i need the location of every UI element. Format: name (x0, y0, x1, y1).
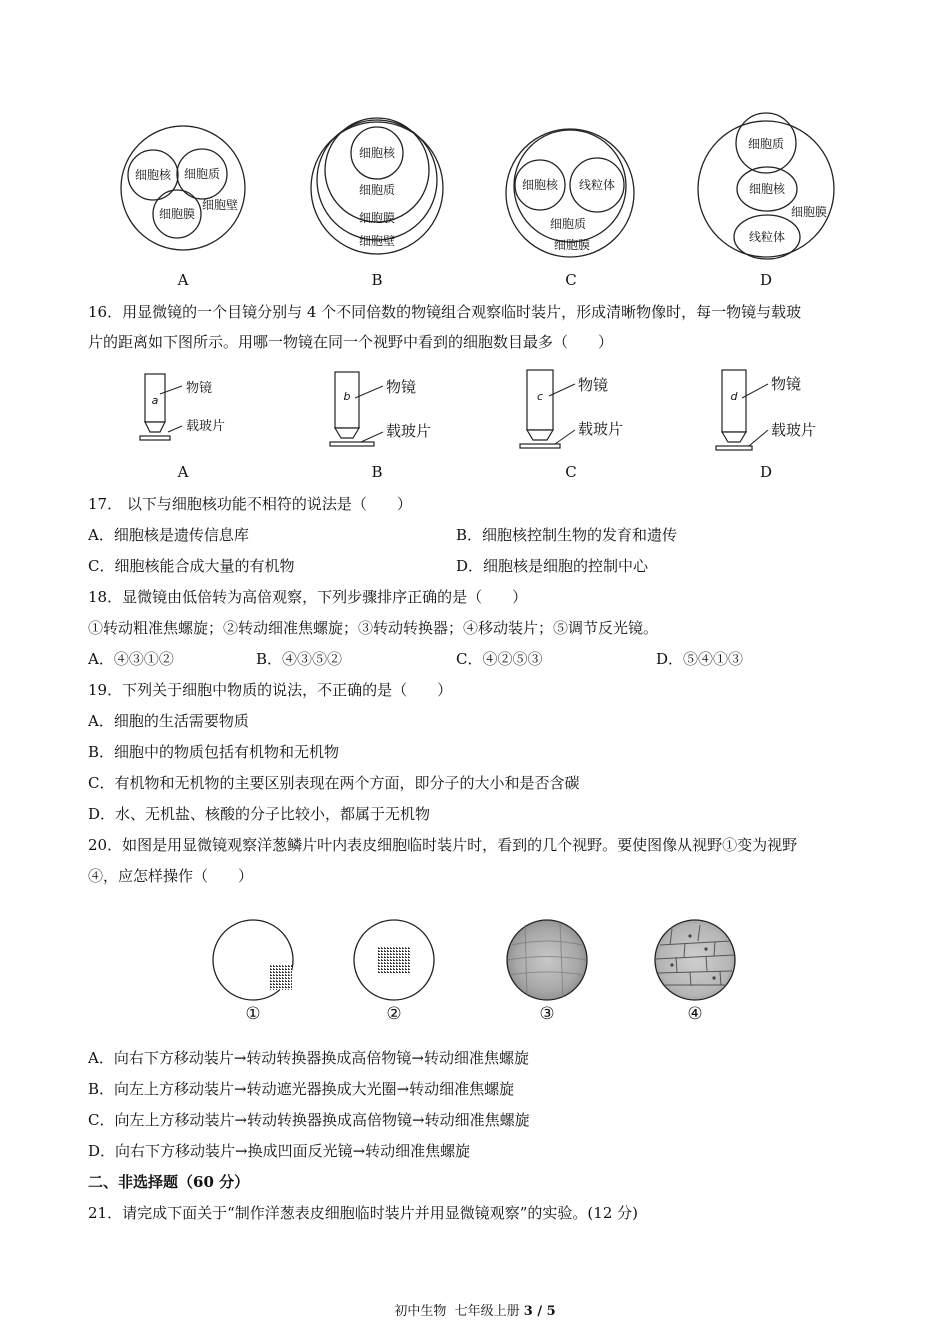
q15-label-a: A (177, 271, 189, 289)
q20-stem-line2: ④，应怎样操作（ ） (88, 867, 254, 885)
q18-option-c: C．④②⑤③ (456, 650, 543, 668)
q17-option-b: B．细胞核控制生物的发育和遗传 (456, 526, 678, 544)
q18-option-d: D．⑤④①③ (656, 650, 744, 668)
q16d-objective: 物镜 (771, 375, 802, 393)
q20-stem-line1: 20．如图是用显微镜观察洋葱鳞片叶内表皮细胞临时装片时，看到的几个视野。要使图像从视野①变为视野 (88, 836, 798, 854)
q16a-objective: 物镜 (186, 381, 213, 396)
q21-stem: 21．请完成下面关于“制作洋葱表皮细胞临时装片并用显微镜观察”的实验。(12 分) (88, 1204, 638, 1222)
q15c-cytoplasm: 细胞质 (549, 217, 587, 231)
q16c-slide: 载玻片 (578, 420, 624, 438)
q19-stem: 19．下列关于细胞中物质的说法，不正确的是（ ） (88, 681, 453, 699)
q20-option-b: B．向左上方移动装片→转动遮光器换成大光圈→转动细准焦螺旋 (88, 1080, 515, 1098)
footer-subject: 初中生物 (394, 1304, 447, 1319)
q16-stem-line2: 片的距离如下图所示。用哪一物镜在同一个视野中看到的细胞数目最多（ ） (88, 333, 614, 351)
q15c-nucleus: 细胞核 (521, 178, 559, 192)
q15a-cytoplasm: 细胞质 (183, 167, 221, 181)
q18-steps: ①转动粗准焦螺旋；②转动细准焦螺旋；③转动转换器；④移动装片；⑤调节反光镜。 (88, 619, 659, 637)
q19-option-c: C．有机物和无机物的主要区别表现在两个方面，即分子的大小和是否含碳 (88, 774, 580, 792)
q19-option-d: D．水、无机盐、核酸的分子比较小，都属于无机物 (88, 805, 431, 823)
q15-label-b: B (371, 271, 383, 289)
q15d-mito: 线粒体 (748, 230, 786, 244)
q16b-slide: 载玻片 (386, 422, 432, 440)
q15b-membrane: 细胞膜 (358, 211, 396, 225)
q15d-membrane: 细胞膜 (790, 205, 828, 219)
q20-option-d: D．向右下方移动装片→换成凹面反光镜→转动细准焦螺旋 (88, 1142, 471, 1160)
q18-option-a: A．④③①② (88, 650, 174, 668)
q19-option-b: B．细胞中的物质包括有机物和无机物 (88, 743, 340, 761)
q20-field-3-label: ③ (539, 1004, 555, 1024)
q19-option-a: A．细胞的生活需要物质 (88, 712, 249, 730)
q17-option-c: C．细胞核能合成大量的有机物 (88, 557, 295, 575)
q16c-objective: 物镜 (578, 376, 609, 394)
q17-stem: 17． 以下与细胞核功能不相符的说法是（ ） (88, 495, 412, 513)
q16-label-d: D (759, 463, 773, 481)
q16a-slide: 载玻片 (186, 419, 226, 434)
q16-label-b: B (371, 463, 383, 481)
q17-option-d: D．细胞核是细胞的控制中心 (456, 557, 649, 575)
q16-letter-c: c (536, 390, 544, 403)
q15c-mito: 线粒体 (578, 178, 616, 192)
q15b-wall: 细胞壁 (358, 234, 396, 248)
q20-field-1-label: ① (245, 1004, 261, 1024)
q16-label-c: C (565, 463, 577, 481)
q20-field-2-label: ② (386, 1004, 402, 1024)
q16-letter-d: d (730, 390, 738, 403)
q17-option-a: A．细胞核是遗传信息库 (88, 526, 249, 544)
q16d-slide: 载玻片 (771, 421, 817, 439)
q15d-cytoplasm: 细胞质 (747, 137, 785, 151)
q15a-membrane: 细胞膜 (158, 207, 196, 221)
q18-option-b: B．④③⑤② (256, 650, 343, 668)
page-footer (0, 1300, 950, 1319)
q18-stem: 18．显微镜由低倍转为高倍观察，下列步骤排序正确的是（ ） (88, 588, 528, 606)
q16b-objective: 物镜 (386, 378, 417, 396)
q15-label-d: D (759, 271, 773, 289)
q15c-membrane: 细胞膜 (553, 238, 591, 252)
q16-stem-line1: 16．用显微镜的一个目镜分别与 4 个不同倍数的物镜组合观察临时装片，形成清晰物像时，每一物镜与载玻 (88, 303, 802, 321)
q16-objective-diagrams (0, 360, 950, 460)
q20-option-a: A．向右下方移动装片→转动转换器换成高倍物镜→转动细准焦螺旋 (88, 1049, 529, 1067)
q16-letter-b: b (343, 390, 351, 403)
footer-grade: 七年级上册 (454, 1304, 520, 1319)
q15a-wall: 细胞壁 (201, 198, 239, 212)
q20-field-4-label: ④ (687, 1004, 703, 1024)
q15d-nucleus: 细胞核 (748, 182, 786, 196)
footer-page-number: 3 / 5 (523, 1304, 556, 1319)
q20-view-fields (0, 915, 950, 1035)
q15-diagrams (0, 0, 950, 270)
q15-label-c: C (565, 271, 577, 289)
q15a-nucleus: 细胞核 (134, 168, 172, 182)
q15b-cytoplasm: 细胞质 (358, 183, 396, 197)
q16-label-a: A (177, 463, 189, 481)
section-2-heading: 二、非选择题（60 分） (88, 1173, 250, 1191)
q15b-nucleus: 细胞核 (358, 146, 396, 160)
q16-letter-a: a (151, 394, 159, 407)
q20-option-c: C．向左上方移动装片→转动转换器换成高倍物镜→转动细准焦螺旋 (88, 1111, 530, 1129)
